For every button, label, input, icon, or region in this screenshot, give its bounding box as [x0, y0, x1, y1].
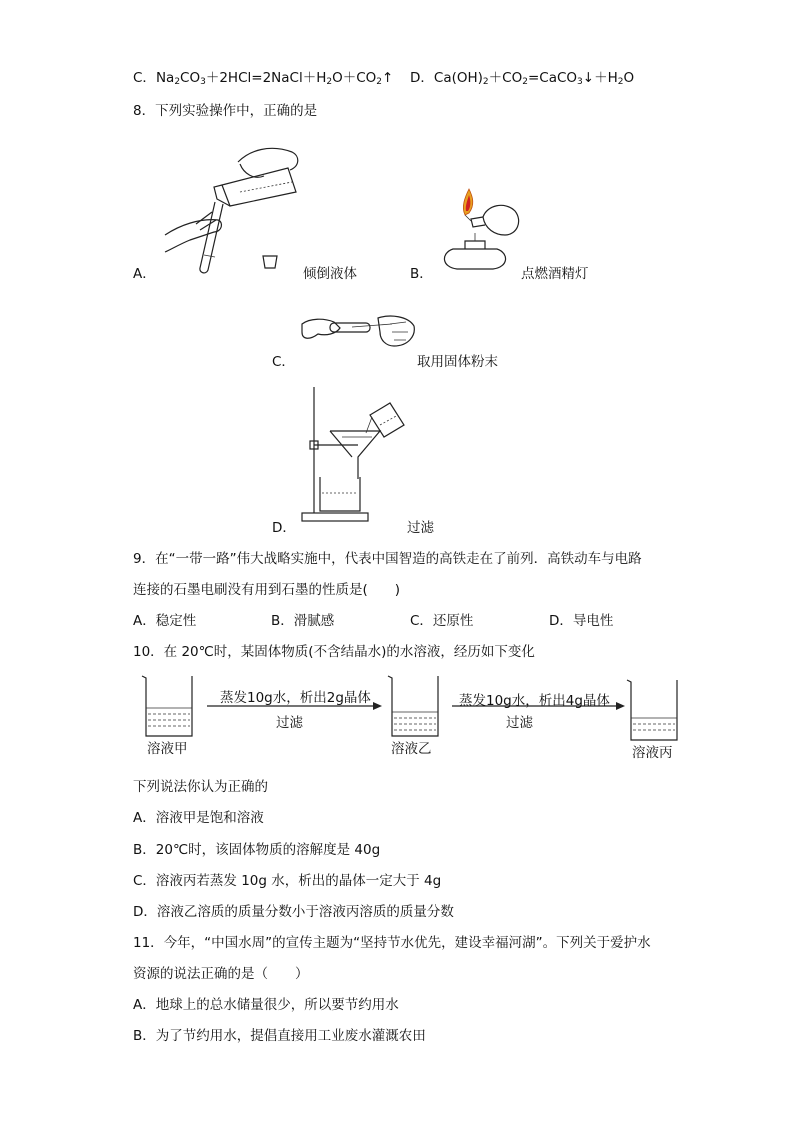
alcohol-lamp-illustration [435, 183, 525, 273]
q10-option-a: A．溶液甲是饱和溶液 [133, 810, 264, 826]
q8-option-c-letter: C． [272, 354, 295, 370]
beaker-jia [140, 672, 198, 742]
q9-option-b: B．滑腻感 [271, 613, 335, 629]
q8-option-d-caption: 过滤 [407, 520, 434, 536]
q11-option-a: A．地球上的总水储量很少，所以要节约用水 [133, 997, 399, 1013]
q9-option-d: D．导电性 [549, 613, 614, 629]
q11-option-b: B．为了节约用水，提倡直接用工业废水灌溉农田 [133, 1028, 426, 1044]
q10-option-b: B．20℃时，该固体物质的溶解度是 40g [133, 842, 381, 858]
q7-option-d: D．$Ca(OH)_2+CO_2=CaCO_3↓+H_2O$ [410, 70, 635, 87]
q8-option-a-letter: A． [133, 266, 156, 282]
q9-stem-line2: 连接的石墨电刷没有用到石墨的性质是( ) [133, 582, 401, 598]
q9-option-c: C．还原性 [410, 613, 474, 629]
q10-option-d: D．溶液乙溶质的质量分数小于溶液丙溶质的质量分数 [133, 904, 454, 920]
q10-option-c: C．溶液丙若蒸发 10g 水，析出的晶体一定大于 4g [133, 873, 442, 889]
pour-liquid-illustration [160, 140, 305, 275]
q10-stem: 10．在 20℃时，某固体物质(不含结晶水)的水溶液，经历如下变化 [133, 644, 535, 660]
q11-stem-line1: 11．今年，“中国水周”的宣传主题为“坚持节水优先，建设幸福河湖”。下列关于爱护水 [133, 935, 651, 951]
beaker-bing [625, 676, 683, 746]
powder-illustration [300, 312, 418, 354]
q8-option-b-caption: 点燃酒精灯 [521, 266, 589, 282]
q8-stem: 8．下列实验操作中，正确的是 [133, 103, 318, 119]
q9-stem-line1: 9．在“一带一路”伟大战略实施中，代表中国智造的高铁走在了前列．高铁动车与电路 [133, 551, 642, 567]
q10-prompt: 下列说法你认为正确的 [133, 779, 268, 795]
q8-option-d-letter: D． [272, 520, 296, 536]
q8-option-b-letter: B． [410, 266, 433, 282]
q8-option-a-caption: 倾倒液体 [303, 266, 357, 282]
step1-bottom: 过滤 [276, 715, 303, 731]
step2-top: 蒸发10g水，析出4g晶体 [459, 693, 610, 709]
step1-top: 蒸发10g水，析出2g晶体 [220, 690, 371, 706]
q11-stem-line2: 资源的说法正确的是（ ） [133, 966, 309, 982]
q9-option-a: A．稳定性 [133, 613, 197, 629]
q7-option-c: C．$Na_2CO_3+2HCl=2NaCl+H_2O+CO_2↑$ [133, 70, 394, 87]
beaker-jia-label: 溶液甲 [147, 741, 188, 757]
beaker-yi [386, 672, 444, 742]
filtration-illustration [300, 385, 410, 525]
q8-option-c-caption: 取用固体粉末 [417, 354, 498, 370]
beaker-bing-label: 溶液丙 [632, 745, 673, 761]
beaker-yi-label: 溶液乙 [391, 741, 432, 757]
step2-bottom: 过滤 [506, 715, 533, 731]
